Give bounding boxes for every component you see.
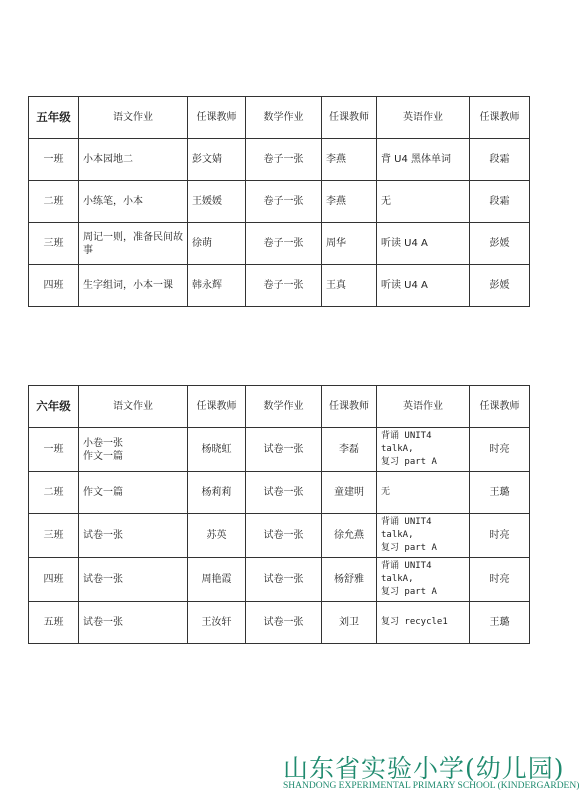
teacher-cell: 时亮: [470, 514, 530, 558]
homework-line: 试卷一张: [83, 530, 123, 541]
teacher-cell: 彭媛: [470, 265, 530, 307]
chinese-homework-cell: 小本园地二: [79, 139, 188, 181]
class-cell: 一班: [29, 428, 79, 472]
teacher-cell: 王璐: [470, 602, 530, 644]
teacher-cell: 时亮: [470, 428, 530, 472]
english-homework-cell: 背 U4 黑体单词: [377, 139, 470, 181]
homework-line: 小卷一张: [83, 437, 123, 449]
column-header: 任课教师: [188, 97, 246, 139]
math-homework-cell: 卷子一张: [246, 265, 322, 307]
column-header: 语文作业: [79, 386, 188, 428]
homework-line: 试卷一张: [83, 574, 123, 585]
homework-line: 复习 part A: [381, 587, 437, 597]
teacher-cell: 韩永辉: [188, 265, 246, 307]
table-row: [29, 265, 530, 307]
chinese-homework-cell: 小练笔，小本: [79, 181, 188, 223]
class-cell: 二班: [29, 472, 79, 514]
math-homework-cell: 试卷一张: [246, 558, 322, 602]
teacher-cell: 杨晓虹: [188, 428, 246, 472]
table-row: [29, 139, 530, 181]
chinese-homework-cell: [79, 514, 188, 558]
math-homework-cell: 试卷一张: [246, 428, 322, 472]
column-header: 英语作业: [377, 97, 470, 139]
english-homework-cell: [377, 558, 470, 602]
chinese-homework-cell: [79, 428, 188, 472]
teacher-cell: 王璐: [470, 472, 530, 514]
table-header-row: [29, 386, 530, 428]
teacher-cell: 段霜: [470, 181, 530, 223]
column-header: 数学作业: [246, 386, 322, 428]
homework-line: 作文一篇: [83, 487, 123, 498]
teacher-cell: 周艳霞: [188, 558, 246, 602]
teacher-cell: 徐允燕: [322, 514, 377, 558]
english-homework-cell: [377, 428, 470, 472]
class-cell: 四班: [29, 265, 79, 307]
teacher-cell: 段霜: [470, 139, 530, 181]
homework-line: 试卷一张: [83, 617, 123, 628]
teacher-cell: 杨莉莉: [188, 472, 246, 514]
school-name-english: SHANDONG EXPERIMENTAL PRIMARY SCHOOL (KINDERGARDEN): [283, 781, 580, 791]
teacher-cell: 李燕: [322, 181, 377, 223]
class-cell: 二班: [29, 181, 79, 223]
math-homework-cell: 卷子一张: [246, 181, 322, 223]
homework-line: 复习 recycle1: [381, 617, 448, 627]
math-homework-cell: 试卷一张: [246, 472, 322, 514]
homework-line: 作文一篇: [83, 450, 123, 462]
class-cell: 五班: [29, 602, 79, 644]
homework-line: 背诵 UNIT4 talkA,: [381, 561, 432, 584]
teacher-cell: 王真: [322, 265, 377, 307]
column-header: 英语作业: [377, 386, 470, 428]
english-homework-cell: [377, 602, 470, 644]
teacher-cell: 苏英: [188, 514, 246, 558]
homework-line: 背诵 UNIT4 talkA,: [381, 517, 432, 540]
teacher-cell: 童建明: [322, 472, 377, 514]
table-header-row: [29, 97, 530, 139]
table-row: [29, 181, 530, 223]
english-homework-cell: 听读 U4 A: [377, 265, 470, 307]
table-row: [29, 472, 530, 514]
table-row: [29, 428, 530, 472]
teacher-cell: 徐萌: [188, 223, 246, 265]
column-header: 语文作业: [79, 97, 188, 139]
teacher-cell: 李磊: [322, 428, 377, 472]
chinese-homework-cell: [79, 558, 188, 602]
teacher-cell: 王汝轩: [188, 602, 246, 644]
homework-line: 复习 part A: [381, 457, 437, 467]
table-row: [29, 514, 530, 558]
school-name-chinese: 山东省实验小学(幼儿园): [283, 754, 565, 783]
teacher-cell: 彭文婧: [188, 139, 246, 181]
chinese-homework-cell: 生字组词，小本一课: [79, 265, 188, 307]
math-homework-cell: 试卷一张: [246, 514, 322, 558]
english-homework-cell: [377, 472, 470, 514]
grade-label: 五年级: [29, 97, 79, 139]
column-header: 任课教师: [322, 97, 377, 139]
homework-line: 背诵 UNIT4 talkA,: [381, 431, 432, 454]
teacher-cell: 李燕: [322, 139, 377, 181]
homework-line: 复习 part A: [381, 543, 437, 553]
column-header: 数学作业: [246, 97, 322, 139]
class-cell: 四班: [29, 558, 79, 602]
column-header: 任课教师: [322, 386, 377, 428]
homework-line: 无: [381, 487, 391, 497]
chinese-homework-cell: 周记一则，准备民间故事: [79, 223, 188, 265]
class-cell: 三班: [29, 223, 79, 265]
english-homework-cell: 无: [377, 181, 470, 223]
column-header: 任课教师: [470, 97, 530, 139]
table-row: [29, 558, 530, 602]
table-row: [29, 223, 530, 265]
column-header: 任课教师: [470, 386, 530, 428]
english-homework-cell: [377, 514, 470, 558]
teacher-cell: 刘卫: [322, 602, 377, 644]
teacher-cell: 时亮: [470, 558, 530, 602]
teacher-cell: 杨舒雅: [322, 558, 377, 602]
math-homework-cell: 卷子一张: [246, 139, 322, 181]
teacher-cell: 周华: [322, 223, 377, 265]
teacher-cell: 彭媛: [470, 223, 530, 265]
chinese-homework-cell: [79, 472, 188, 514]
table-row: [29, 602, 530, 644]
grade5-homework-table: [28, 96, 530, 307]
math-homework-cell: 卷子一张: [246, 223, 322, 265]
chinese-homework-cell: [79, 602, 188, 644]
column-header: 任课教师: [188, 386, 246, 428]
grade-label: 六年级: [29, 386, 79, 428]
class-cell: 一班: [29, 139, 79, 181]
teacher-cell: 王媛媛: [188, 181, 246, 223]
english-homework-cell: 听读 U4 A: [377, 223, 470, 265]
math-homework-cell: 试卷一张: [246, 602, 322, 644]
class-cell: 三班: [29, 514, 79, 558]
grade6-homework-table: [28, 385, 530, 644]
